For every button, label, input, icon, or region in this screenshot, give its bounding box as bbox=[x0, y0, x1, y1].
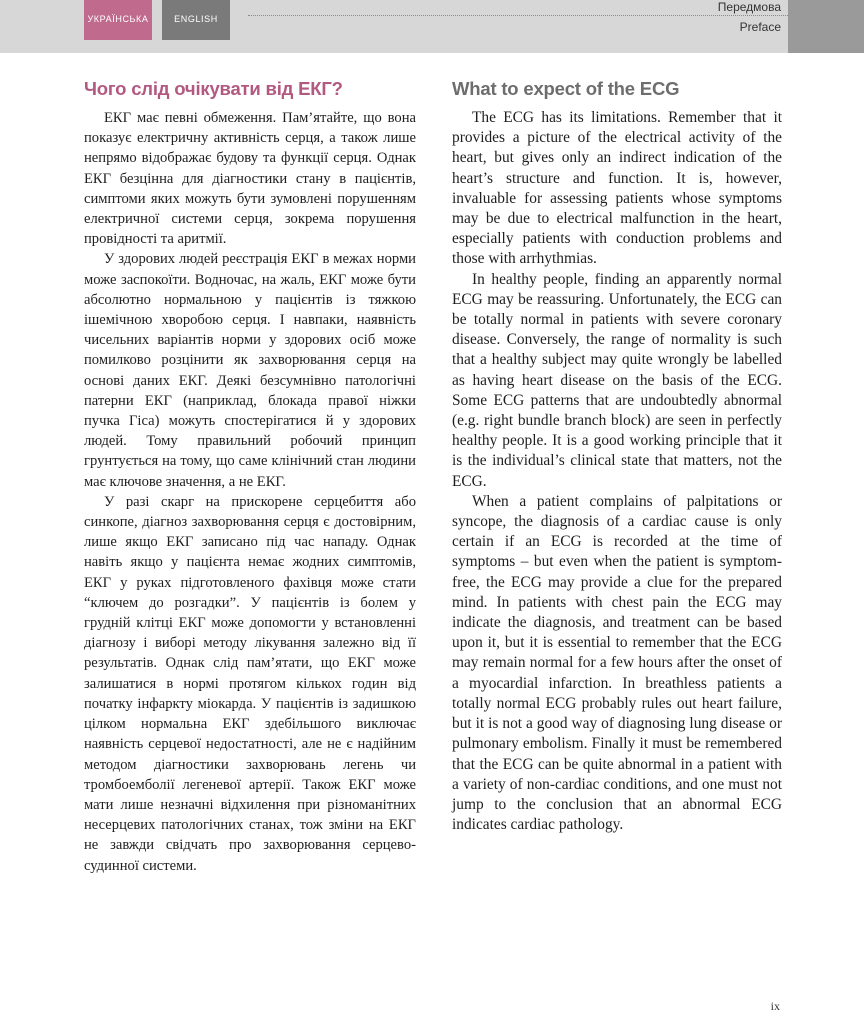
english-paragraph-1: The ECG has its limitations. Remember that it provides a picture of the electrical activity of the heart, but gives only an indirect indication of the heart’s structure and function. It is, however, invaluable for assessing patients whose symptoms may be due to electrical malfunction in the heart, especially patients with conduction problems and those with arrhythmias. bbox=[452, 109, 782, 268]
tab-ukrainian[interactable]: УКРАЇНСЬКА bbox=[84, 0, 152, 40]
english-paragraph-3: When a patient complains of palpitations or syncope, the diagnosis of a cardiac cause is only certain if an ECG is recorded at the time of symptoms – but even when the patient is symptom-free, the ECG may provide a clue for the prepared mind. In patients with chest pain the ECG may indicate the diagnosis, and treatment can be based upon it, but it is essential to remember that the ECG may remain normal for a few hours after the onset of a myocardial infarction. In breathless patients a totally normal ECG probably rules out heart failure, but it is not a good way of diagnosing lung disease or pulmonary embolism. Finally it must be remembered that the ECG can be quite abnormal in a patient with a variety of non-cardiac conditions, and one must not jump to the conclusion that an abnormal ECG indicates cardiac pathology. bbox=[452, 492, 782, 834]
ukrainian-paragraph-1: ЕКГ має певні обмеження. Пам’ятайте, що вона показує електричну активність серця, а також лише непрямо відображає будову та функції серця. Однак ЕКГ безцінна для діагностики стану в пацієнтів, симптоми яких можуть бути зумовлені порушенням електричної системи серця, зокрема порушення провідності та аритмії. bbox=[84, 110, 416, 248]
section-title-english: Preface bbox=[739, 20, 781, 34]
english-column bbox=[452, 78, 782, 835]
page-number: ix bbox=[770, 999, 780, 1013]
tab-english[interactable]: ENGLISH bbox=[162, 0, 230, 40]
ukrainian-heading: Чого слід очікувати від ЕКГ? bbox=[84, 78, 343, 99]
english-paragraph-2: In healthy people, finding an apparently normal ECG may be reassuring. Unfortunately, the ECG can be totally normal in patients with severe coronary disease. Conversely, the range of normality is such that a healthy subject may quite wrongly be labelled as having heart disease on the basis of the ECG. Some ECG patterns that are undoubtedly abnormal (e.g. right bundle branch block) are seen in perfectly healthy people. It is a good working principle that it is the individual’s clinical state that matters, not the ECG. bbox=[452, 270, 782, 490]
header-divider bbox=[248, 15, 788, 16]
ukrainian-paragraph-2: У здорових людей реєстрація ЕКГ в межах норми може заспокоїти. Водночас, на жаль, ЕКГ може бути абсолютно нормальною у пацієнтів із тяжкою ішемічною хворобою серця. І навпаки, наявність чисельних варіантів норми у здорових осіб може помилково розцінити як захворювання серця на основі даних ЕКГ. Деякі безсумнівно патологічні патерни ЕКГ (наприклад, блокада правої ніжки пучка Гіса) можуть спостерігатися й у здорових людей. Тому правильний робочий принцип грунтується на тому, що саме клінічний стан людини має ключове значення, а не ЕКГ. bbox=[84, 251, 416, 490]
english-heading: What to expect of the ECG bbox=[452, 78, 680, 99]
page-header bbox=[0, 0, 864, 53]
ukrainian-column bbox=[84, 78, 416, 876]
section-title-ukrainian: Передмова bbox=[717, 0, 781, 14]
header-corner-block bbox=[788, 0, 864, 53]
ukrainian-paragraph-3: У разі скарг на прискорене серцебиття або синкопе, діагноз захворювання серця є достовірним, лише якщо ЕКГ записано під час нападу. Однак навіть якщо у пацієнта немає жодних симптомів, ЕКГ у руках підготовленого фахівця може стати “ключем до розгадки”. У пацієнтів із болем у грудній клітці ЕКГ може допомогти у встановленні діагнозу і виборі методу лікування залежно від її результатів. Однак слід пам’ятати, що ЕКГ може залишатися в нормі протягом кількох годин від початку інфаркту міокарда. У пацієнтів із задишкою цілком нормальна ЕКГ здебільшого виключає наявність серцевої недостатності, але не є надійним методом діагностики захворювань легень чи тромбоемболії легеневої артерії. Також ЕКГ може мати лише незначні відхилення при різноманітних несерцевих патологічних станах, тож зміни на ЕКГ не завжди свідчать про захворювання серцево-судинної системи. bbox=[84, 493, 416, 874]
